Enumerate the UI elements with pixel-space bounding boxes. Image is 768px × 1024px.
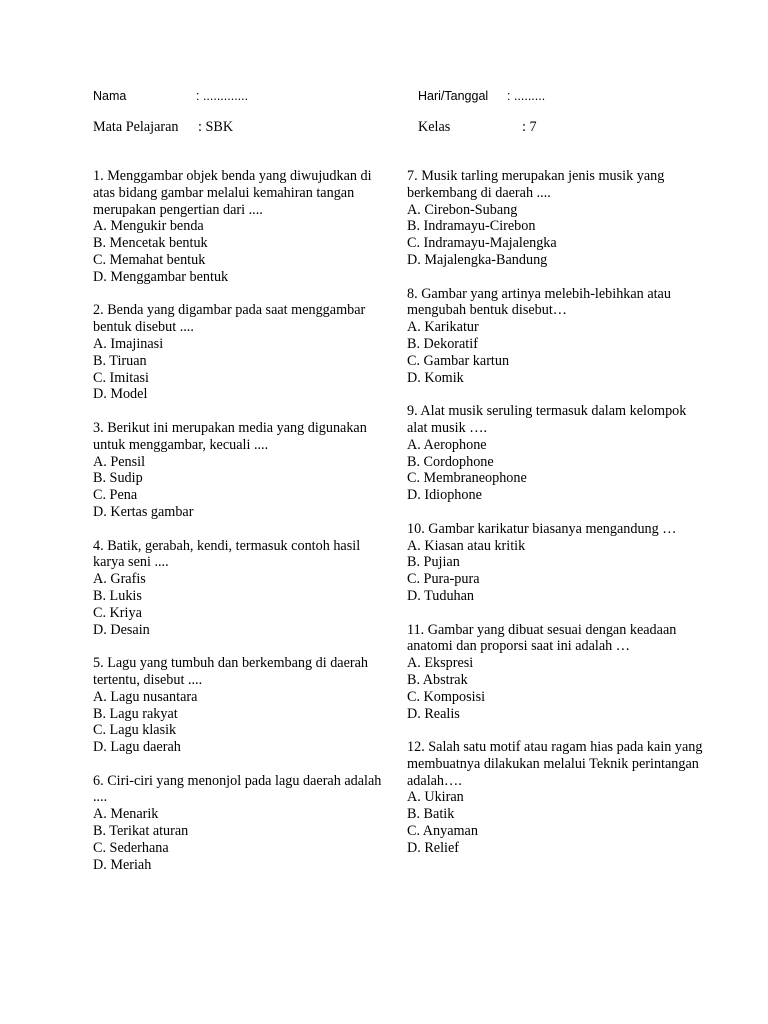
question-4 <box>93 538 383 639</box>
option-c: C. Imitasi <box>93 369 149 386</box>
question-3 <box>93 420 383 521</box>
question-text: 7. Musik tarling merupakan jenis musik yang berkembang di daerah .... <box>407 168 665 201</box>
questions-right-column <box>407 168 707 873</box>
option-b: B. Abstrak <box>407 671 468 688</box>
question-text: 12. Salah satu motif atau ragam hias pada kain yang membuatnya dilakukan melalui Teknik perintangan adalah…. <box>407 739 703 789</box>
nama-label: Nama <box>93 89 127 103</box>
option-d: D. Menggambar bentuk <box>93 268 229 285</box>
option-a: A. Karikatur <box>407 319 479 336</box>
option-c: C. Kriya <box>93 604 142 621</box>
option-d: D. Desain <box>93 621 150 638</box>
option-a: A. Lagu nusantara <box>93 688 198 705</box>
option-c: C. Pura-pura <box>407 571 480 588</box>
question-text: 1. Menggambar objek benda yang diwujudkan di atas bidang gambar melalui kemahiran tangan merupakan pengertian dari .... <box>93 168 372 218</box>
question-text: 8. Gambar yang artinya melebih-lebihkan atau mengubah bentuk disebut… <box>407 285 671 319</box>
question-9 <box>407 403 707 504</box>
option-b: B. Indramayu-Cirebon <box>407 218 536 235</box>
option-c: C. Memahat bentuk <box>93 251 206 268</box>
option-d: D. Meriah <box>93 856 152 873</box>
option-b: B. Lukis <box>93 587 142 604</box>
option-c: C. Membraneophone <box>407 470 527 487</box>
option-a: A. Cirebon-Subang <box>407 201 518 218</box>
option-d: D. Komik <box>407 369 464 386</box>
question-2 <box>93 302 383 403</box>
mata-pelajaran-label: Mata Pelajaran <box>93 119 179 135</box>
question-text: 2. Benda yang digambar pada saat menggambar bentuk disebut .... <box>93 302 366 336</box>
option-d: D. Idiophone <box>407 487 482 504</box>
option-a: A. Aerophone <box>407 436 487 453</box>
question-7 <box>407 168 707 269</box>
question-1 <box>93 168 383 286</box>
option-c: C. Pena <box>93 487 138 504</box>
question-10 <box>407 521 707 605</box>
option-d: D. Model <box>93 386 148 403</box>
question-text: 6. Ciri-ciri yang menonjol pada lagu daerah adalah .... <box>93 772 382 806</box>
option-b: B. Terikat aturan <box>93 823 189 840</box>
option-d: D. Lagu daerah <box>93 739 181 756</box>
question-text: 3. Berikut ini merupakan media yang digunakan untuk menggambar, kecuali .... <box>93 419 367 453</box>
option-b: B. Mencetak bentuk <box>93 235 208 252</box>
option-d: D. Majalengka-Bandung <box>407 251 548 268</box>
question-text: 4. Batik, gerabah, kendi, termasuk contoh hasil karya seni .... <box>93 537 361 571</box>
option-b: B. Lagu rakyat <box>93 705 178 722</box>
option-a: A. Ukiran <box>407 789 464 806</box>
question-12 <box>407 739 707 857</box>
option-a: A. Mengukir benda <box>93 218 204 235</box>
option-c: C. Komposisi <box>407 688 486 705</box>
option-c: C. Lagu klasik <box>93 722 177 739</box>
question-5 <box>93 655 383 756</box>
option-a: A. Ekspresi <box>407 655 474 672</box>
option-d: D. Relief <box>407 839 460 856</box>
question-text: 11. Gambar yang dibuat sesuai dengan keadaan anatomi dan proporsi saat ini adalah … <box>407 621 677 655</box>
mata-pelajaran-value: : SBK <box>198 119 234 135</box>
question-text: 10. Gambar karikatur biasanya mengandung … <box>407 520 677 537</box>
option-b: B. Tiruan <box>93 352 147 369</box>
option-d: D. Tuduhan <box>407 587 475 604</box>
question-text: 9. Alat musik seruling termasuk dalam kelompok alat musik …. <box>407 403 687 436</box>
option-a: A. Menarik <box>93 806 159 823</box>
option-a: A. Imajinasi <box>93 335 164 352</box>
option-b: B. Dekoratif <box>407 335 478 352</box>
question-11 <box>407 622 707 723</box>
question-6 <box>93 773 383 874</box>
question-8 <box>407 286 707 387</box>
question-text: 5. Lagu yang tumbuh dan berkembang di daerah tertentu, disebut .... <box>93 655 368 688</box>
option-b: B. Batik <box>407 806 455 823</box>
option-b: B. Cordophone <box>407 453 494 470</box>
option-c: C. Indramayu-Majalengka <box>407 235 557 252</box>
kelas-value: : 7 <box>522 119 537 135</box>
option-b: B. Pujian <box>407 554 460 571</box>
nama-value: : ............. <box>196 89 249 103</box>
option-d: D. Kertas gambar <box>93 503 194 520</box>
option-c: C. Sederhana <box>93 839 169 856</box>
option-d: D. Realis <box>407 705 460 722</box>
hari-tanggal-value: : ......... <box>507 89 546 103</box>
option-c: C. Gambar kartun <box>407 352 510 369</box>
questions-left-column <box>93 168 383 890</box>
option-a: A. Grafis <box>93 571 146 588</box>
kelas-label: Kelas <box>418 119 451 135</box>
hari-tanggal-label: Hari/Tanggal <box>418 89 489 103</box>
option-b: B. Sudip <box>93 470 143 487</box>
option-c: C. Anyaman <box>407 823 478 840</box>
option-a: A. Kiasan atau kritik <box>407 537 526 554</box>
option-a: A. Pensil <box>93 453 146 470</box>
